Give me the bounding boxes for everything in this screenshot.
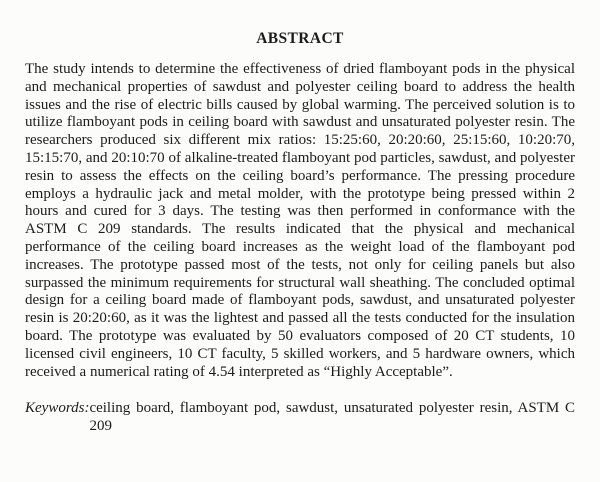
abstract-heading: ABSTRACT <box>256 30 344 47</box>
keywords-row <box>25 400 575 436</box>
keywords-label: Keywords: <box>25 400 90 417</box>
abstract-paragraph: The study intends to determine the effectiveness of dried flamboyant pods in the physical and mechanical properties of sawdust and polyester ceiling board to address the health issues and the rise of electric bills caused by global warming. The perceived solution is to utilize flamboyant pods in ceiling board with sawdust and unsaturated polyester resin. The researchers produced six different mix ratios: 15:25:60, 20:20:60, 25:15:60, 10:20:70, 15:15:70, and 20:10:70 of alkaline-treated flamboyant pod particles, sawdust, and polyester resin to assess the effects on the ceiling board’s performance. The pressing procedure employs a hydraulic jack and metal molder, with the prototype being pressed within 2 hours and cured for 3 days. The testing was then performed in conformance with the ASTM C 209 standards. The results indicated that the physical and mechanical performance of the ceiling board increases as the weight load of the flamboyant pod increases. The prototype passed most of the tests, not only for ceiling panels but also surpassed the minimum requirements for structural wall sheathing. The concluded optimal design for a ceiling board made of flamboyant pods, sawdust, and unsaturated polyester resin is 20:20:60, as it was the lightest and passed all the tests conducted for the insulation board. The prototype was evaluated by 50 evaluators composed of 20 CT students, 10 licensed civil engineers, 10 CT faculty, 5 skilled workers, and 5 hardware owners, which received a numerical rating of 4.54 interpreted as “Highly Acceptable”. <box>25 61 575 380</box>
keywords-text: ceiling board, flamboyant pod, sawdust, unsaturated polyester resin, ASTM C 209 <box>89 400 575 435</box>
